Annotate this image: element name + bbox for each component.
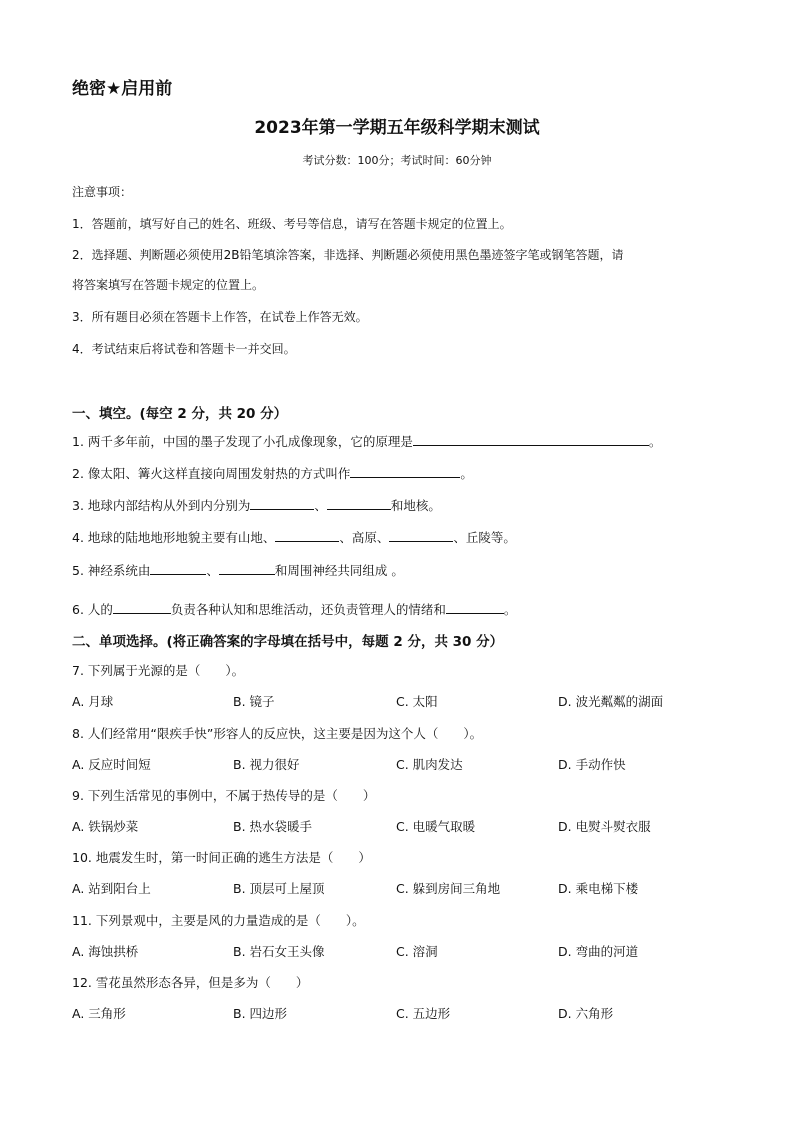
answer-blank — [413, 433, 649, 446]
question-stem: 10. 地震发生时，第一时间正确的逃生方法是（ ） — [72, 850, 371, 865]
option-d: D. 波光粼粼的湖面 — [558, 694, 664, 709]
question-text: 和地核。 — [390, 498, 441, 513]
option-c: C. 五边形 — [396, 1006, 451, 1021]
question-text: 3. 地球内部结构从外到内分别为 — [72, 498, 251, 513]
question-2 — [72, 464, 473, 482]
option-c: C. 太阳 — [396, 694, 438, 709]
option-c: C. 电暖气取暖 — [396, 819, 476, 834]
question-text: 。 — [460, 466, 473, 481]
question-stem: 11. 下列景观中，主要是风的力量造成的是（ ）。 — [72, 913, 365, 928]
notice-heading: 注意事项： — [72, 185, 133, 199]
question-text: 1. 两千多年前，中国的墨子发现了小孔成像现象，它的原理是 — [72, 434, 413, 449]
option-d: D. 电熨斗熨衣服 — [558, 819, 651, 834]
question-text: 4. 地球的陆地地形地貌主要有山地、 — [72, 530, 276, 545]
question-stem: 8. 人们经常用“限疾手快”形容人的反应快，这主要是因为这个人（ ）。 — [72, 726, 483, 741]
answer-blank — [219, 562, 275, 575]
question-4 — [72, 528, 516, 546]
answer-blank — [150, 562, 206, 575]
option-b: B. 顶层可上屋顶 — [233, 881, 325, 896]
answer-blank — [275, 529, 339, 542]
section-choice-heading: 二、单项选择。(将正确答案的字母填在括号中，每题 2 分，共 30 分） — [72, 634, 504, 650]
notice-item: 将答案填写在答题卡规定的位置上。 — [72, 278, 265, 292]
answer-blank — [389, 529, 453, 542]
question-stem: 9. 下列生活常见的事例中，不属于热传导的是（ ） — [72, 788, 376, 803]
answer-blank — [350, 465, 460, 478]
question-text: 和周围神经共同组成 。 — [274, 563, 404, 578]
option-c: C. 溶洞 — [396, 944, 438, 959]
question-text: 5. 神经系统由 — [72, 563, 151, 578]
option-d: D. 手动作快 — [558, 757, 626, 772]
question-text: 、 — [314, 498, 327, 513]
confidential-mark: 绝密★启用前 — [72, 79, 173, 99]
option-a: A. 海蚀拱桥 — [72, 944, 139, 959]
exam-title: 2023年第一学期五年级科学期末测试 — [254, 118, 540, 138]
question-stem: 7. 下列属于光源的是（ ）。 — [72, 663, 245, 678]
option-d: D. 六角形 — [558, 1006, 614, 1021]
question-6 — [72, 600, 516, 618]
option-b: B. 视力很好 — [233, 757, 300, 772]
question-3 — [72, 496, 441, 514]
option-a: A. 站到阳台上 — [72, 881, 151, 896]
notice-item: 3．所有题目必须在答题卡上作答，在试卷上作答无效。 — [72, 310, 368, 324]
notice-item: 4．考试结束后将试卷和答题卡一并交回。 — [72, 342, 296, 356]
question-text: 负责各种认知和思维活动，还负责管理人的情绪和 — [170, 602, 446, 617]
option-c: C. 躲到房间三角地 — [396, 881, 501, 896]
question-text: 、高原、 — [339, 530, 390, 545]
answer-blank — [113, 601, 171, 614]
question-text: 2. 像太阳、篝火这样直接向周围发射热的方式叫作 — [72, 466, 351, 481]
option-b: B. 热水袋暖手 — [233, 819, 313, 834]
notice-item: 1．答题前，填写好自己的姓名、班级、考号等信息，请写在答题卡规定的位置上。 — [72, 217, 512, 231]
option-a: A. 三角形 — [72, 1006, 126, 1021]
question-text: 6. 人的 — [72, 602, 113, 617]
answer-blank — [446, 601, 504, 614]
option-b: B. 镜子 — [233, 694, 275, 709]
question-1 — [72, 432, 661, 450]
exam-info: 考试分数：100分；考试时间：60分钟 — [302, 154, 492, 167]
option-a: A. 铁锅炒菜 — [72, 819, 139, 834]
notice-item: 2．选择题、判断题必须使用2B铅笔填涂答案，非选择、判断题必须使用黑色墨迹签字笔或钢笔答题，请 — [72, 248, 624, 262]
question-text: 。 — [503, 602, 517, 617]
option-d: D. 乘电梯下楼 — [558, 881, 639, 896]
question-text: 。 — [648, 434, 662, 449]
option-b: B. 四边形 — [233, 1006, 288, 1021]
question-text: 、丘陵等。 — [453, 530, 516, 545]
question-stem: 12. 雪花虽然形态各异，但是多为（ ） — [72, 975, 309, 990]
option-b: B. 岩石女王头像 — [233, 944, 325, 959]
option-a: A. 反应时间短 — [72, 757, 151, 772]
option-a: A. 月球 — [72, 694, 114, 709]
option-c: C. 肌肉发达 — [396, 757, 463, 772]
section-fill-blank-heading: 一、填空。(每空 2 分，共 20 分） — [72, 406, 288, 422]
answer-blank — [250, 497, 314, 510]
question-text: 、 — [206, 563, 219, 578]
answer-blank — [327, 497, 391, 510]
question-5 — [72, 561, 404, 579]
option-d: D. 弯曲的河道 — [558, 944, 639, 959]
